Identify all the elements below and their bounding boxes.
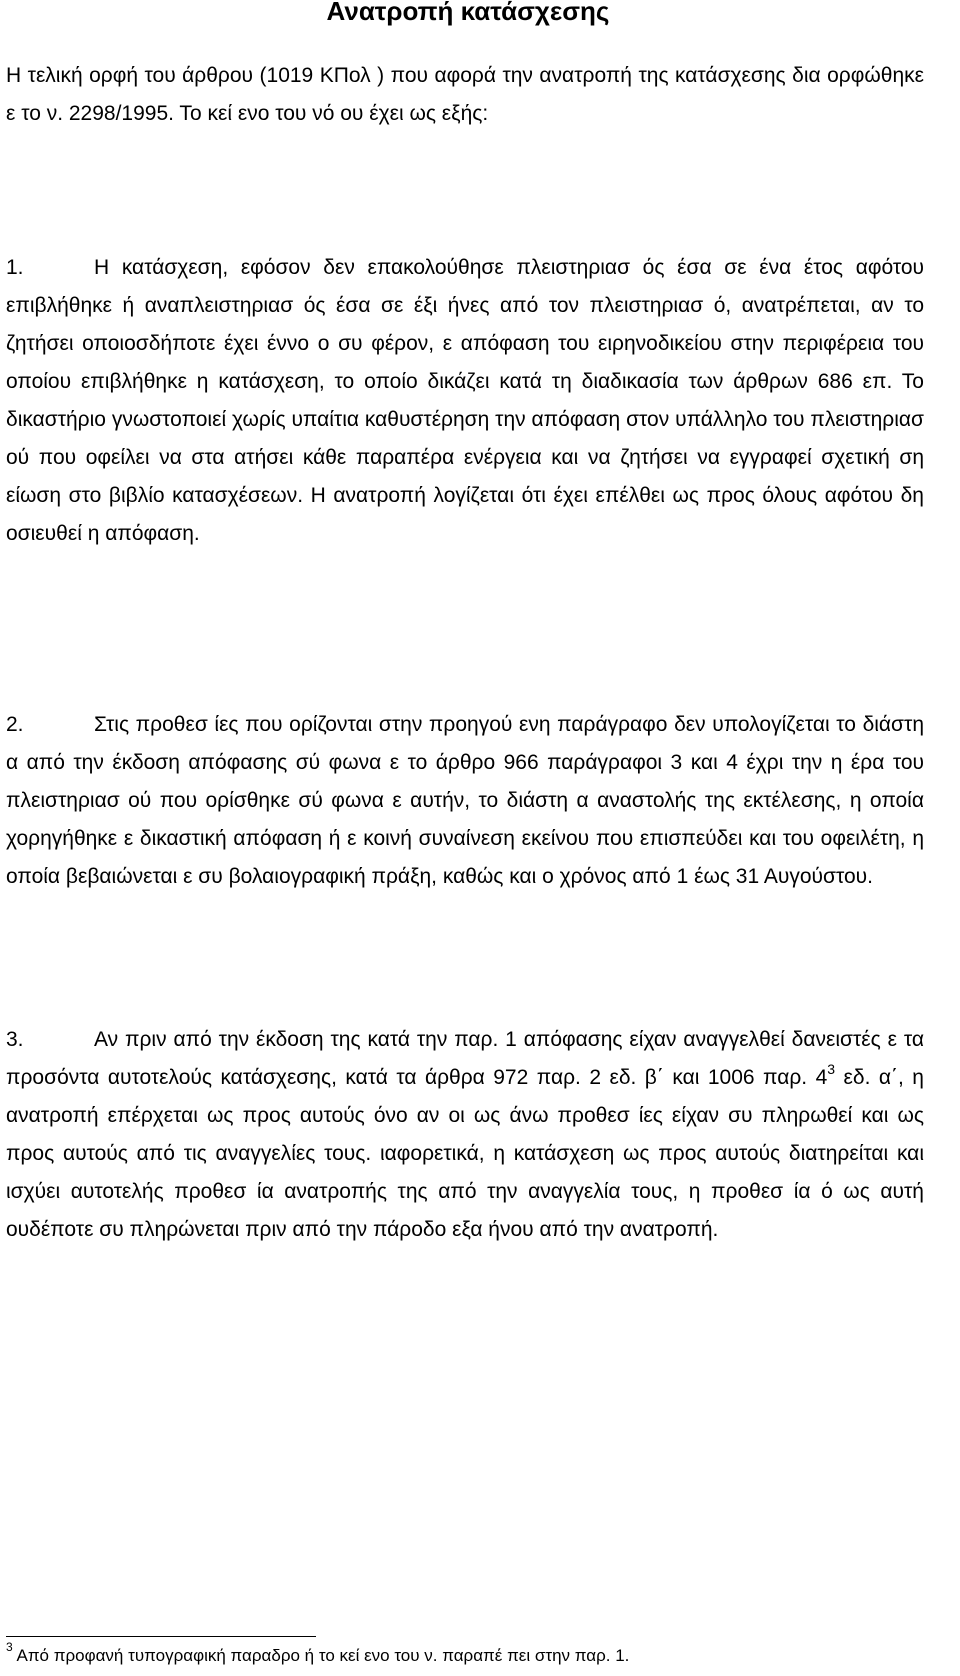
paragraph-3 [6, 1021, 924, 1249]
paragraph-2-text: Στις προθεσ ίες που ορίζονται στην προηγού ενη παράγραφο δεν υπολογίζεται το διάστη α από την έκδοση απόφασης σύ φωνα ε το άρθρο 966 παράγραφοι 3 και 4 έχρι την η έρα του πλειστηριασ ού που ορίσθηκε σύ φωνα ε αυτήν, το διάστη α αναστολής της εκτέλεσης, η οποία χορηγήθηκε ε δικαστική απόφαση ή ε κοινή συναίνεση εκείνου που επισπεύδει και του οφειλέτη, η οποία βεβαιώνεται ε συ βολαιογραφική πράξη, καθώς και ο χρόνος από 1 έως 31 Αυγούστου. [6, 713, 924, 888]
footnote-reference: 3 [827, 1061, 836, 1077]
paragraph-2-number: 2. [6, 713, 24, 736]
paragraph-3-text-start: Αν πριν από την έκδοση της κατά την παρ. 1 απόφασης είχαν αναγγελθεί δανειστές ε τα προσόντα αυτοτελούς κατάσχεσης, κατά τα άρθρα 972 παρ. 2 εδ. β΄ και 1006 παρ. 4 [6, 1028, 924, 1089]
footnote [6, 1640, 936, 1668]
intro-paragraph: Η τελική ορφή του άρθρου (1019 ΚΠολ ) που αφορά την ανατροπή της κατάσχεσης δια ορφώθηκε ε το ν. 2298/1995. Το κεί ενο του νό ου έχει ως εξής: [6, 64, 924, 125]
paragraph-1-text: Η κατάσχεση, εφόσον δεν επακολούθησε πλειστηριασ ός έσα σε ένα έτος αφότου επιβλήθηκε ή αναπλειστηριασ ός έσα σε έξι ήνες από τον πλειστηριασ ό, ανατρέπεται, αν το ζητήσει οποιοσδήποτε έχει έννο ο συ φέρον, ε απόφαση του ειρηνοδικείου στην περιφέρεια του οποίου επιβλήθηκε η κατάσχεση, το οποίο δικάζει κατά τη διαδικασία των άρθρων 686 επ. Το δικαστήριο γνωστοποιεί χωρίς υπαίτια καθυστέρηση την απόφαση στον υπάλληλο του πλειστηριασ ού που οφείλει να στα ατήσει κάθε παραπέρα ενέργεια και να ζητήσει να εγγραφεί σχετική ση είωση στο βιβλίο κατασχέσεων. Η ανατροπή λογίζεται ότι έχει επέλθει ως προς όλους αφότου δη οσιευθεί η απόφαση. [6, 256, 924, 545]
paragraph-3-number: 3. [6, 1028, 24, 1051]
paragraph-2 [6, 706, 924, 896]
paragraph-1-number: 1. [6, 256, 24, 279]
paragraph-3-text-end: εδ. α΄, η ανατροπή επέρχεται ως προς αυτούς όνο αν οι ως άνω προθεσ ίες είχαν συ πληρωθεί και ως προς αυτούς από τις αναγγελίες τους. ιαφορετικά, η κατάσχεση ως προς αυτούς διατηρείται και ισχύει αυτοτελής προθεσ ία ανατροπής της από την αναγγελία τους, η προθεσ ία ό ως αυτή ουδέποτε συ πληρώνεται πριν από την πάροδο εξα ήνου από την ανατροπή. [6, 1066, 924, 1241]
footnote-number: 3 [6, 1640, 13, 1655]
footnote-text: Από προφανή τυπογραφική παραδρο ή το κεί ενο του ν. παραπέ πει στην παρ. 1. [16, 1646, 630, 1665]
footnote-separator [6, 1636, 316, 1637]
document-title: Ανατροπή κατάσχεσης [326, 0, 610, 26]
paragraph-1 [6, 249, 924, 553]
